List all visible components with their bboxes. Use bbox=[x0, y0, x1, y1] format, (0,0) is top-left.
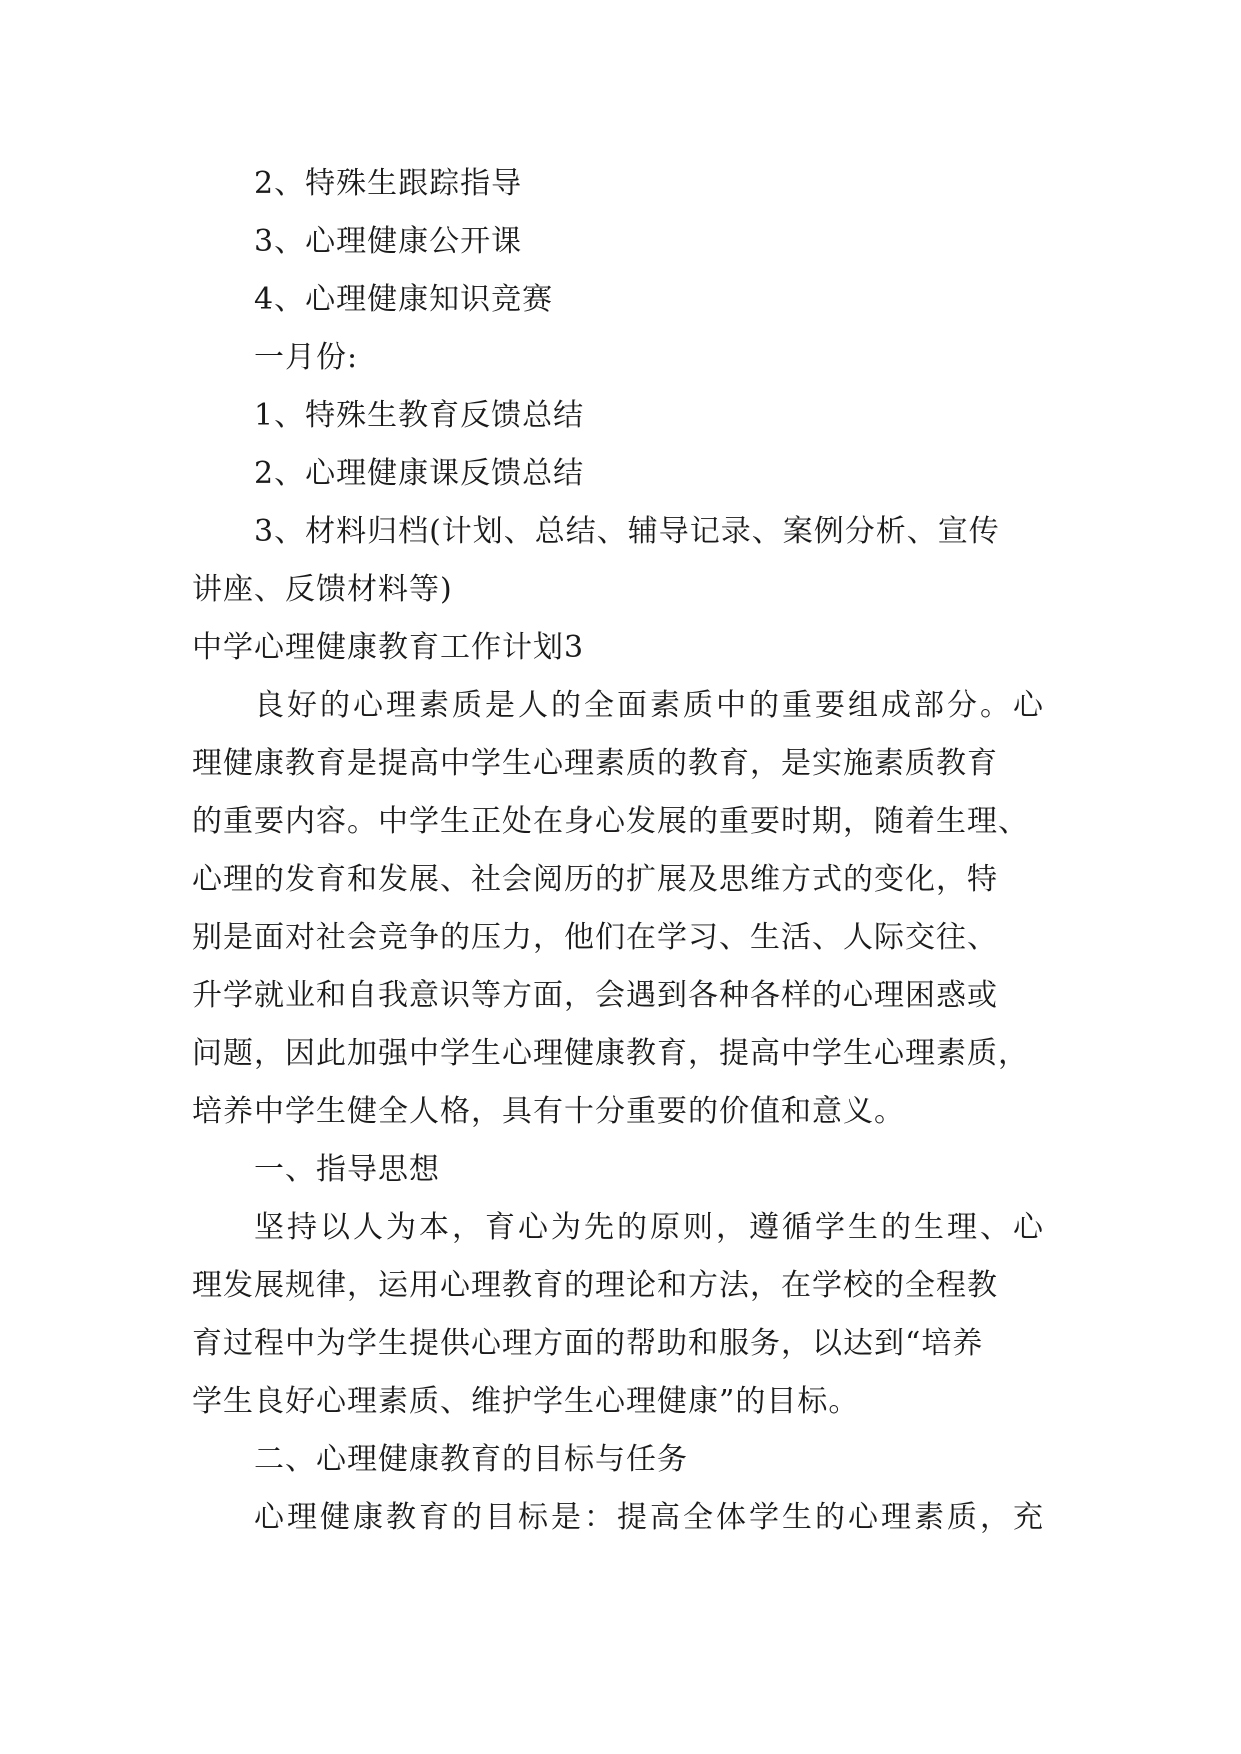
paragraph-line: 培养中学生健全人格，具有十分重要的价值和意义。 bbox=[192, 1094, 905, 1129]
list-item-continuation: 讲座、反馈材料等) bbox=[192, 572, 453, 607]
list-item: 2、特殊生跟踪指导 bbox=[254, 166, 523, 201]
paragraph-line: 坚持以人为本，育心为先的原则，遵循学生的生理、心 bbox=[254, 1210, 1046, 1245]
paragraph-line: 升学就业和自我意识等方面，会遇到各种各样的心理困惑或 bbox=[192, 978, 998, 1013]
month-heading: 一月份: bbox=[254, 340, 359, 375]
paragraph-line: 育过程中为学生提供心理方面的帮助和服务，以达到“培养 bbox=[192, 1326, 984, 1361]
paragraph-line: 心理健康教育的目标是：提高全体学生的心理素质，充 bbox=[254, 1500, 1046, 1535]
paragraph-line: 良好的心理素质是人的全面素质中的重要组成部分。心 bbox=[254, 688, 1046, 723]
paragraph-line: 理健康教育是提高中学生心理素质的教育，是实施素质教育 bbox=[192, 746, 998, 781]
paragraph-line: 理发展规律，运用心理教育的理论和方法，在学校的全程教 bbox=[192, 1268, 998, 1303]
list-item: 4、心理健康知识竞赛 bbox=[254, 282, 554, 317]
list-item: 1、特殊生教育反馈总结 bbox=[254, 398, 585, 433]
list-item: 2、心理健康课反馈总结 bbox=[254, 456, 585, 491]
paragraph-line: 的重要内容。中学生正处在身心发展的重要时期，随着生理、 bbox=[192, 804, 1029, 839]
section-heading: 二、心理健康教育的目标与任务 bbox=[254, 1442, 688, 1477]
paragraph-line: 别是面对社会竞争的压力，他们在学习、生活、人际交往、 bbox=[192, 920, 998, 955]
section-heading: 一、指导思想 bbox=[254, 1152, 440, 1187]
paragraph-line: 问题，因此加强中学生心理健康教育，提高中学生心理素质， bbox=[192, 1036, 1029, 1071]
paragraph-line: 心理的发育和发展、社会阅历的扩展及思维方式的变化，特 bbox=[192, 862, 998, 897]
list-item: 3、材料归档(计划、总结、辅导记录、案例分析、宣传 bbox=[254, 514, 1000, 549]
section-title: 中学心理健康教育工作计划3 bbox=[192, 630, 585, 665]
list-item: 3、心理健康公开课 bbox=[254, 224, 523, 259]
paragraph-line: 学生良好心理素质、维护学生心理健康”的目标。 bbox=[192, 1384, 860, 1419]
